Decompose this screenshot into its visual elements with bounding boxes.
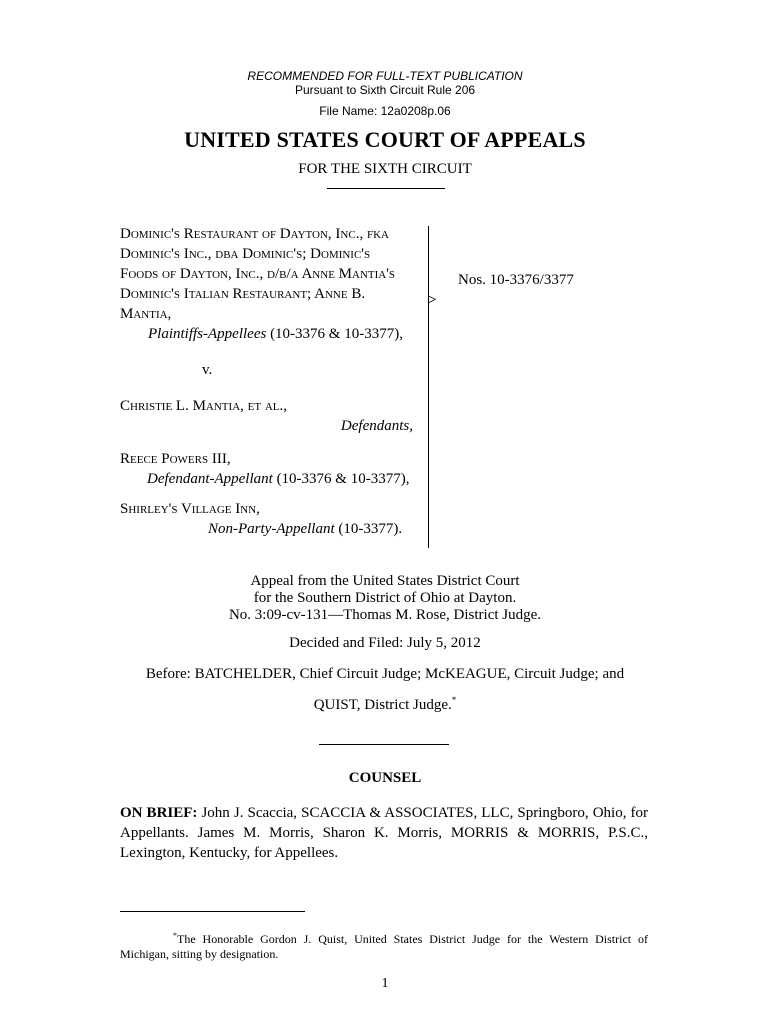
footnote-reference: * — [451, 695, 457, 705]
appeal-line-1: Appeal from the United States District Court — [250, 573, 520, 589]
plaintiff-line: Dominic's Restaurant of Dayton, Inc., fka — [120, 226, 389, 242]
appellant-role-line — [120, 469, 430, 489]
footnote — [120, 928, 648, 962]
title-rule — [327, 188, 445, 189]
footnote-text: The Honorable Gordon J. Quist, United States District Judge for the Western District of Michigan, sitting by designation. — [120, 932, 648, 961]
before-line-2 — [0, 690, 770, 715]
section-rule — [319, 744, 449, 745]
counsel-heading: COUNSEL — [348, 770, 422, 786]
counsel-text: John J. Scaccia, SCACCIA & ASSOCIATES, LLC, Springboro, Ohio, for Appellants. James M. Morris, Sharon K. Morris, MORRIS & MORRIS, P.S.C., Lexington, Kentucky, for Appellees. — [120, 805, 648, 861]
caption-bracket: > — [427, 290, 437, 309]
case-numbers: Nos. 10-3376/3377 — [458, 272, 574, 288]
on-brief-label: ON BRIEF: — [120, 805, 198, 821]
decided-date: Decided and Filed: July 5, 2012 — [289, 635, 481, 651]
rule-reference: Pursuant to Sixth Circuit Rule 206 — [294, 83, 476, 97]
appellant-role: Defendant-Appellant — [147, 471, 273, 487]
nonparty-name: Shirley's Village Inn, — [120, 501, 260, 517]
court-title: UNITED STATES COURT OF APPEALS — [184, 127, 586, 152]
footnote-marker: * — [173, 931, 177, 940]
case-caption — [120, 224, 430, 539]
appeal-line-3: No. 3:09-cv-131—Thomas M. Rose, District Judge. — [228, 607, 542, 623]
appeal-line-2: for the Southern District of Ohio at Dayton. — [253, 590, 517, 606]
page-number: 1 — [381, 976, 389, 991]
footnote-rule — [120, 911, 305, 912]
counsel-paragraph — [120, 803, 648, 863]
plaintiffs-role-line — [120, 324, 430, 344]
plaintiff-line: Mantia, — [120, 306, 172, 322]
plaintiff-line: Dominic's Inc., dba Dominic's; Dominic's — [120, 246, 371, 262]
defendant-name: Christie L. Mantia, et al., — [120, 398, 287, 414]
plaintiff-line: Foods of Dayton, Inc., d/b/a Anne Mantia's — [120, 266, 396, 282]
versus: v. — [202, 362, 213, 378]
caption-bracket-line — [428, 226, 429, 548]
before-line-1: Before: BATCHELDER, Chief Circuit Judge; McKEAGUE, Circuit Judge; and — [145, 666, 625, 682]
nonparty-role-suffix: (10-3377). — [334, 521, 403, 537]
appellant-name: Reece Powers III, — [120, 451, 231, 467]
appellant-role-suffix: (10-3376 & 10-3377), — [272, 471, 410, 487]
nonparty-role: Non-Party-Appellant — [208, 521, 335, 537]
judge-quist: QUIST, District Judge. — [313, 697, 452, 713]
plaintiff-line: Dominic's Italian Restaurant; Anne B. — [120, 286, 366, 302]
defendants-role: Defendants, — [340, 418, 413, 434]
file-name: File Name: 12a0208p.06 — [319, 104, 451, 118]
plaintiffs-role-suffix: (10-3376 & 10-3377), — [266, 326, 403, 342]
plaintiffs-role: Plaintiffs-Appellees — [148, 326, 267, 342]
nonparty-role-line — [120, 519, 430, 539]
publication-notice: RECOMMENDED FOR FULL-TEXT PUBLICATION — [247, 69, 523, 83]
circuit-name: FOR THE SIXTH CIRCUIT — [298, 161, 472, 177]
